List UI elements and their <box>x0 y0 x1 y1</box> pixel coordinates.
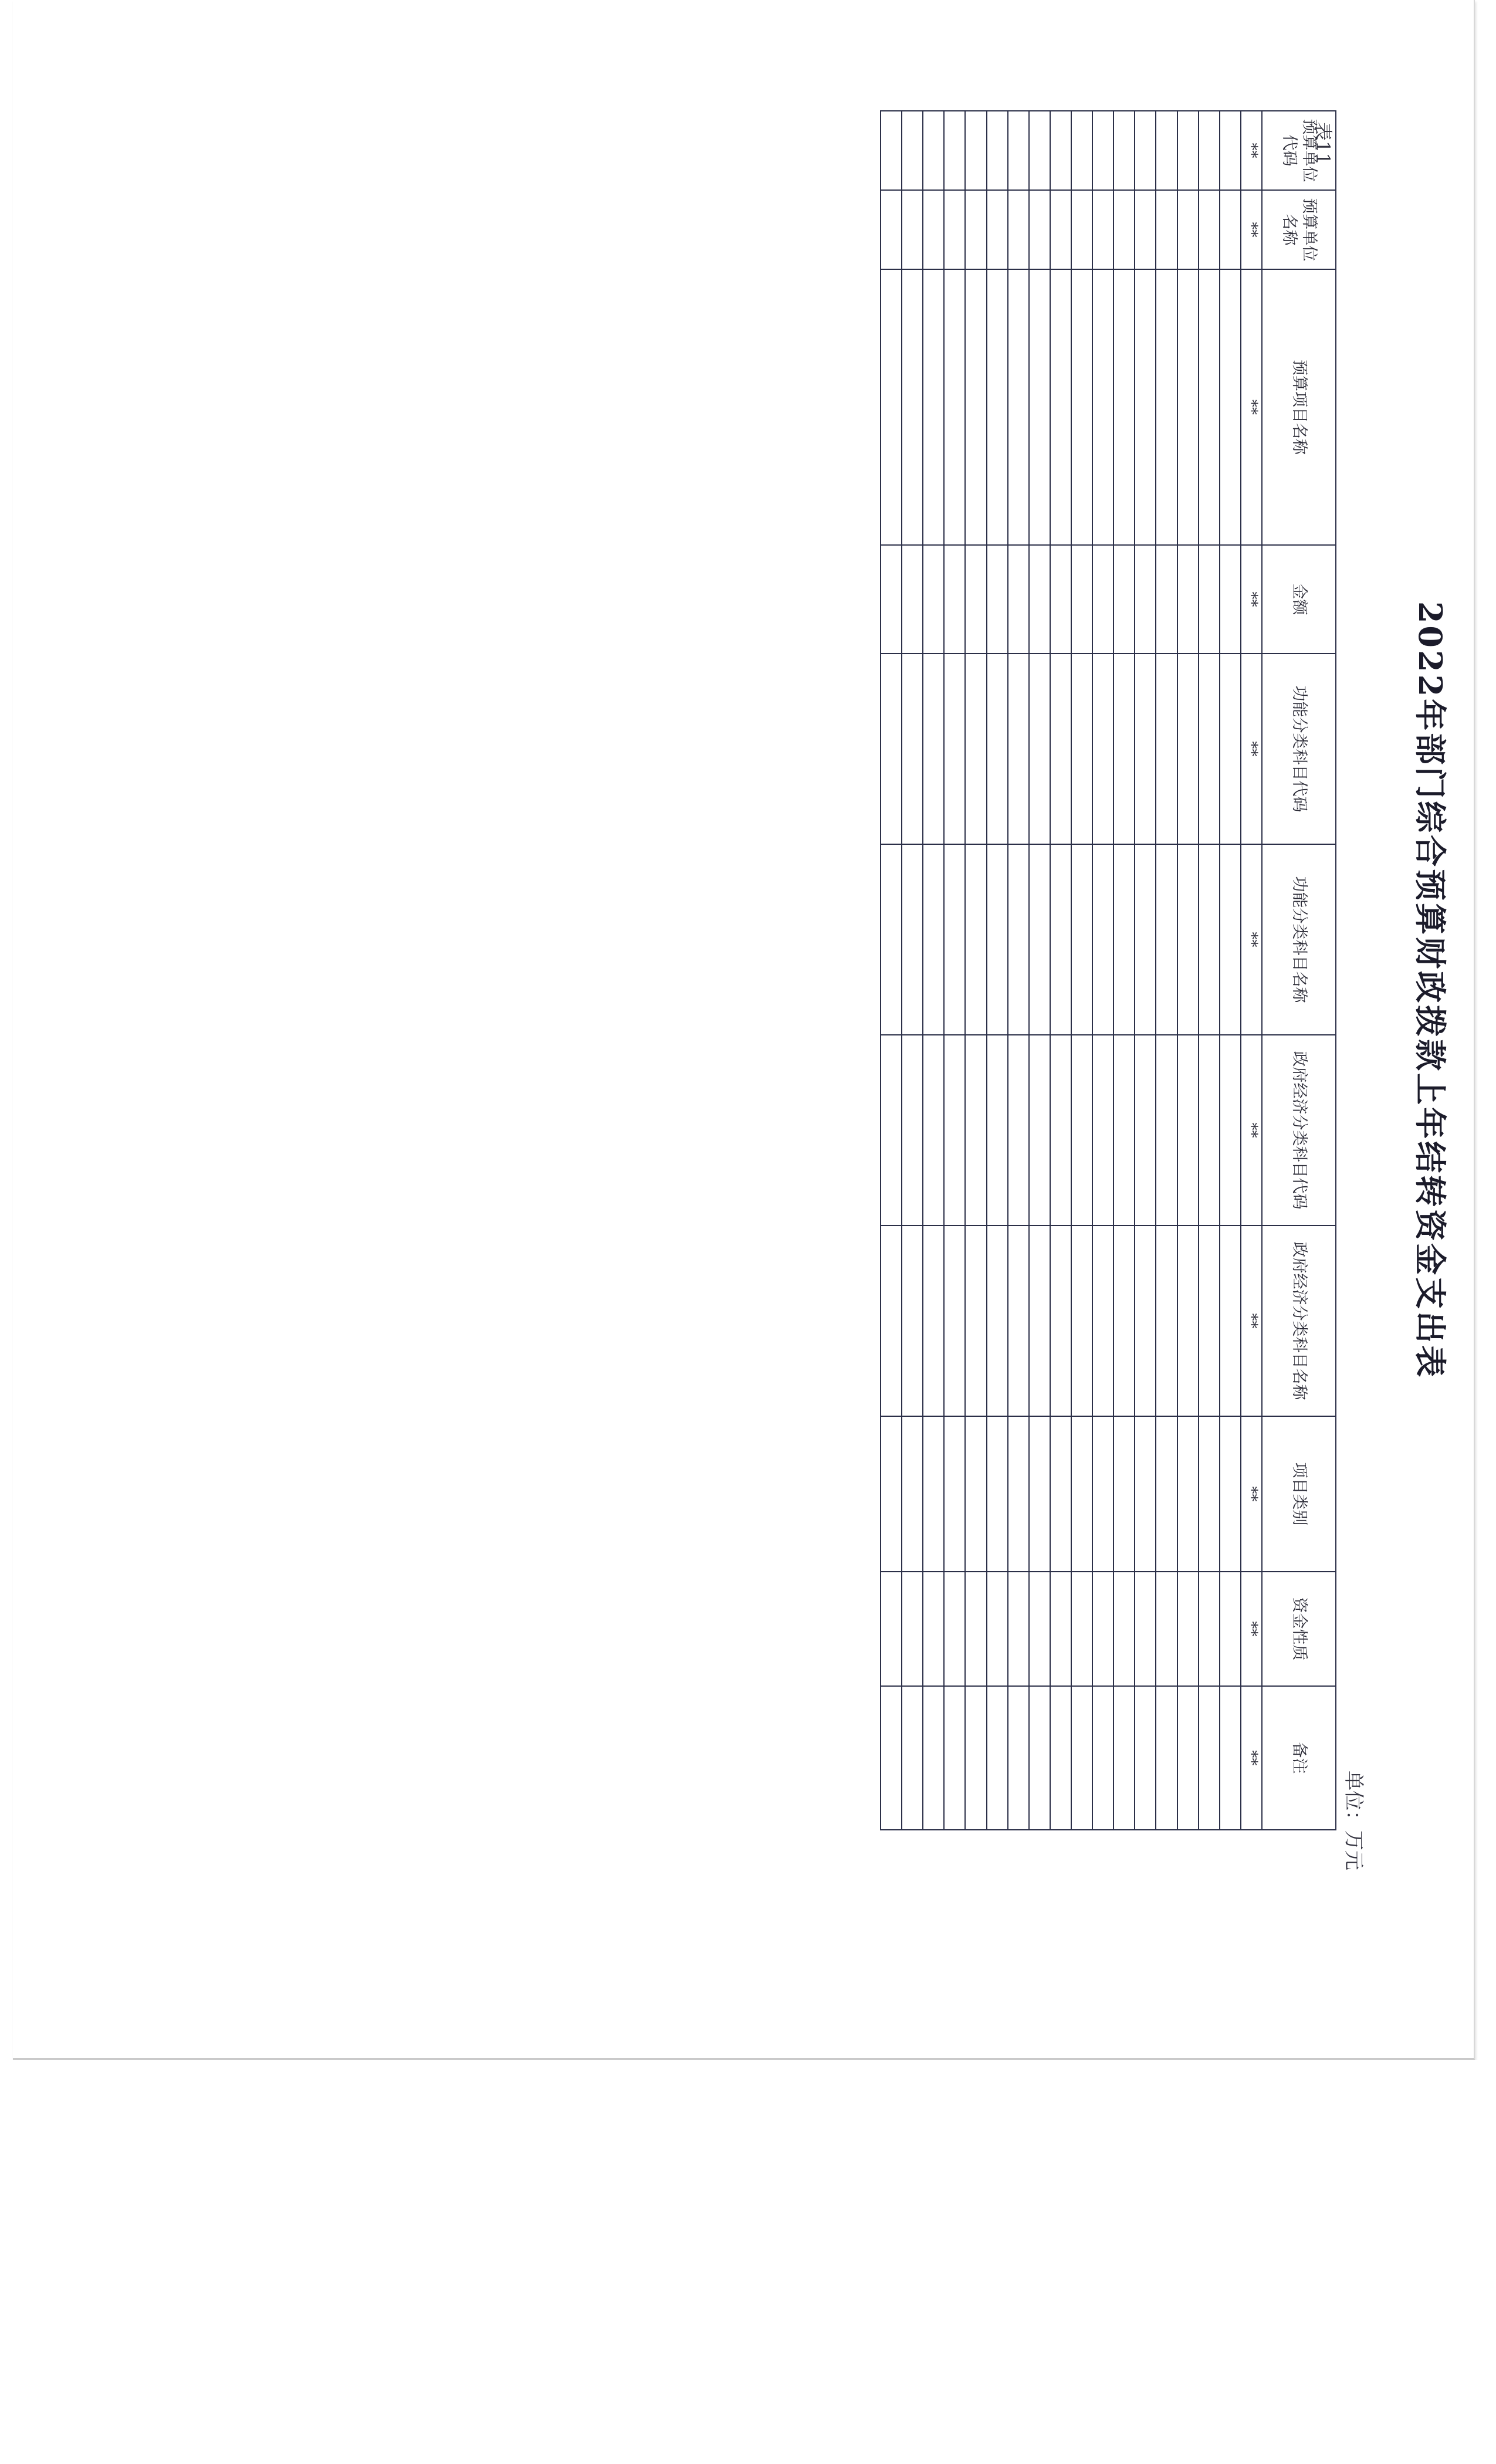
table-cell <box>1219 1035 1240 1226</box>
table-cell <box>1092 844 1113 1035</box>
table-row <box>1050 111 1071 1830</box>
table-cell <box>1007 111 1028 190</box>
table-cell <box>902 269 923 545</box>
table-cell <box>1028 190 1050 269</box>
table-cell <box>1219 111 1240 190</box>
table-cell <box>944 654 965 844</box>
table-cell <box>1198 1226 1219 1416</box>
column-header: 资金性质 <box>1262 1572 1336 1686</box>
unit-label: 单位：万元 <box>1341 1770 1365 1870</box>
table-cell <box>1113 1416 1135 1572</box>
scan-margin <box>0 2060 1496 2464</box>
table-cell <box>881 1035 902 1226</box>
table-cell <box>1135 1035 1156 1226</box>
table-cell <box>1071 1572 1092 1686</box>
table-cell <box>881 844 902 1035</box>
table-cell <box>1028 1416 1050 1572</box>
table-number: 表11 <box>1311 121 1334 165</box>
table-cell <box>923 545 944 654</box>
table-row <box>1113 111 1135 1830</box>
table-cell <box>1071 1416 1092 1572</box>
table-cell <box>1219 190 1240 269</box>
table-cell <box>965 190 986 269</box>
table-cell <box>1219 1572 1240 1686</box>
table-row <box>1007 111 1028 1830</box>
table-cell <box>1177 1416 1198 1572</box>
table-cell <box>923 1416 944 1572</box>
table-cell <box>881 654 902 844</box>
table-cell <box>944 269 965 545</box>
table-cell <box>986 111 1007 190</box>
table-cell <box>1198 654 1219 844</box>
expenditure-table <box>880 110 1336 1830</box>
table-cell: ** <box>1240 545 1261 654</box>
table-cell <box>1050 844 1071 1035</box>
table-cell <box>1028 1686 1050 1830</box>
table-cell <box>923 1226 944 1416</box>
table-cell <box>1219 269 1240 545</box>
column-header: 功能分类科目名称 <box>1262 844 1336 1035</box>
table-row <box>965 111 986 1830</box>
table-cell <box>1219 1686 1240 1830</box>
table-cell <box>1007 1226 1028 1416</box>
table-cell <box>1007 654 1028 844</box>
table-cell <box>1028 1572 1050 1686</box>
table-cell: ** <box>1240 1686 1261 1830</box>
table-cell <box>944 1686 965 1830</box>
table-cell <box>923 1035 944 1226</box>
table-cell <box>1071 844 1092 1035</box>
table-cell <box>923 269 944 545</box>
table-cell <box>881 545 902 654</box>
table-cell: ** <box>1240 1226 1261 1416</box>
table-cell <box>1156 844 1177 1035</box>
table-cell <box>1198 844 1219 1035</box>
scanned-page <box>13 0 1475 2060</box>
table-cell <box>1177 1572 1198 1686</box>
rotated-content <box>754 110 1473 1870</box>
table-cell <box>902 1572 923 1686</box>
table-cell <box>986 1416 1007 1572</box>
table-cell <box>902 1035 923 1226</box>
table-cell <box>1135 1416 1156 1572</box>
table-cell <box>1050 1572 1071 1686</box>
table-cell <box>902 1416 923 1572</box>
table-cell <box>1050 269 1071 545</box>
table-cell <box>1177 1686 1198 1830</box>
table-cell <box>1135 190 1156 269</box>
table-cell <box>1092 654 1113 844</box>
table-cell <box>1071 1686 1092 1830</box>
table-row <box>1028 111 1050 1830</box>
table-cell <box>986 190 1007 269</box>
table-cell <box>1028 1226 1050 1416</box>
table-cell <box>881 269 902 545</box>
table-cell <box>1156 190 1177 269</box>
table-cell <box>1028 269 1050 545</box>
table-cell <box>1050 545 1071 654</box>
table-cell <box>1156 111 1177 190</box>
table-row <box>923 111 944 1830</box>
table-cell <box>1177 269 1198 545</box>
table-cell <box>1071 545 1092 654</box>
table-cell <box>1177 1226 1198 1416</box>
table-cell <box>1113 1035 1135 1226</box>
table-cell <box>965 1686 986 1830</box>
table-row <box>986 111 1007 1830</box>
table-cell: ** <box>1240 1035 1261 1226</box>
table-cell <box>1092 1035 1113 1226</box>
table-cell <box>923 844 944 1035</box>
table-cell <box>1198 190 1219 269</box>
table-row <box>1219 111 1240 1830</box>
table-cell <box>1113 190 1135 269</box>
document-title: 2022年部门综合预算财政拨款上年结转资金支出表 <box>1411 601 1449 1379</box>
table-cell: ** <box>1240 269 1261 545</box>
table-cell <box>1219 844 1240 1035</box>
table-cell <box>1177 111 1198 190</box>
table-cell <box>1156 1572 1177 1686</box>
table-cell <box>902 844 923 1035</box>
table-cell <box>965 654 986 844</box>
table-cell <box>1007 1686 1028 1830</box>
table-row <box>1092 111 1113 1830</box>
table-cell <box>1113 654 1135 844</box>
column-header: 备注 <box>1262 1686 1336 1830</box>
table-cell <box>944 1226 965 1416</box>
column-header: 预算单位名称 <box>1262 190 1336 269</box>
table-cell <box>944 545 965 654</box>
table-cell: ** <box>1240 1416 1261 1572</box>
table-cell <box>1092 1686 1113 1830</box>
table-cell <box>1135 269 1156 545</box>
table-cell <box>1007 844 1028 1035</box>
table-cell <box>1135 545 1156 654</box>
table-cell <box>1092 1572 1113 1686</box>
table-cell <box>1007 269 1028 545</box>
table-cell <box>944 1416 965 1572</box>
table-cell <box>1156 1035 1177 1226</box>
table-cell <box>1198 545 1219 654</box>
table-cell <box>1050 1416 1071 1572</box>
table-cell <box>1177 190 1198 269</box>
table-cell <box>1092 545 1113 654</box>
table-cell <box>986 1035 1007 1226</box>
table-cell <box>1007 1572 1028 1686</box>
table-cell <box>1028 111 1050 190</box>
table-row <box>1156 111 1177 1830</box>
table-row <box>881 111 902 1830</box>
table-cell <box>965 1572 986 1686</box>
table-cell <box>986 1226 1007 1416</box>
table-cell <box>1135 1686 1156 1830</box>
table-cell <box>986 269 1007 545</box>
table-cell <box>1113 1572 1135 1686</box>
table-header <box>1262 111 1336 1830</box>
table-cell <box>902 654 923 844</box>
table-cell <box>965 269 986 545</box>
table-body <box>881 111 1262 1830</box>
table-cell <box>986 844 1007 1035</box>
table-cell <box>923 654 944 844</box>
table-cell <box>986 1572 1007 1686</box>
table-row <box>1198 111 1219 1830</box>
table-cell <box>944 1035 965 1226</box>
table-row <box>944 111 965 1830</box>
table-row <box>1240 111 1261 1830</box>
column-header: 功能分类科目代码 <box>1262 654 1336 844</box>
table-cell <box>965 545 986 654</box>
table-cell <box>1156 545 1177 654</box>
table-cell <box>1156 654 1177 844</box>
table-cell <box>944 190 965 269</box>
table-cell <box>902 545 923 654</box>
table-cell <box>902 1686 923 1830</box>
table-cell <box>1198 1572 1219 1686</box>
table-cell <box>1028 545 1050 654</box>
table-row <box>1071 111 1092 1830</box>
table-cell <box>986 545 1007 654</box>
table-cell <box>1198 1686 1219 1830</box>
table-cell <box>1007 190 1028 269</box>
table-cell <box>881 1226 902 1416</box>
table-cell <box>1028 654 1050 844</box>
table-cell <box>1219 1416 1240 1572</box>
table-cell <box>1092 190 1113 269</box>
table-cell <box>1092 1416 1113 1572</box>
table-cell <box>1135 1226 1156 1416</box>
table-cell <box>965 1035 986 1226</box>
table-cell <box>1198 111 1219 190</box>
header-row <box>1262 111 1336 1830</box>
table-cell <box>1135 654 1156 844</box>
table-cell <box>1050 654 1071 844</box>
table-cell <box>1135 1572 1156 1686</box>
table-cell <box>1198 1035 1219 1226</box>
table-cell <box>1050 1226 1071 1416</box>
table-cell <box>1050 1035 1071 1226</box>
table-cell <box>944 844 965 1035</box>
table-cell <box>1156 1416 1177 1572</box>
table-cell <box>1177 545 1198 654</box>
table-cell <box>965 1226 986 1416</box>
table-cell: ** <box>1240 190 1261 269</box>
table-cell <box>1092 269 1113 545</box>
table-cell <box>881 1572 902 1686</box>
table-row <box>902 111 923 1830</box>
table-cell: ** <box>1240 654 1261 844</box>
table-cell <box>1028 1035 1050 1226</box>
table-cell <box>986 654 1007 844</box>
table-cell <box>986 1686 1007 1830</box>
table-cell <box>1177 844 1198 1035</box>
table-cell <box>965 844 986 1035</box>
table-cell <box>923 111 944 190</box>
table-cell <box>902 190 923 269</box>
table-cell: ** <box>1240 111 1261 190</box>
table-cell <box>1219 545 1240 654</box>
table-cell <box>965 1416 986 1572</box>
table-cell <box>1050 111 1071 190</box>
table-cell <box>1007 1416 1028 1572</box>
table-cell <box>1071 654 1092 844</box>
table-cell <box>1113 111 1135 190</box>
table-cell <box>1219 654 1240 844</box>
table-cell <box>1156 1226 1177 1416</box>
table-cell: ** <box>1240 844 1261 1035</box>
column-header: 预算项目名称 <box>1262 269 1336 545</box>
table-cell <box>1071 1226 1092 1416</box>
table-cell <box>1113 1226 1135 1416</box>
table-cell <box>1071 269 1092 545</box>
table-cell <box>1050 1686 1071 1830</box>
table-cell <box>1156 1686 1177 1830</box>
table-cell <box>1071 111 1092 190</box>
table-cell <box>1135 844 1156 1035</box>
table-cell <box>944 111 965 190</box>
table-cell <box>923 1686 944 1830</box>
table-cell <box>1113 844 1135 1035</box>
table-cell <box>1177 1035 1198 1226</box>
table-cell <box>881 1416 902 1572</box>
table-cell <box>1198 1416 1219 1572</box>
table-cell <box>1071 1035 1092 1226</box>
column-header: 金额 <box>1262 545 1336 654</box>
column-header: 项目类别 <box>1262 1416 1336 1572</box>
table-cell <box>923 190 944 269</box>
table-cell <box>902 1226 923 1416</box>
table-cell <box>881 190 902 269</box>
table-cell <box>1050 190 1071 269</box>
table-cell <box>1177 654 1198 844</box>
table-row <box>1177 111 1198 1830</box>
table-cell <box>1028 844 1050 1035</box>
column-header: 预算单位代码 <box>1262 111 1336 190</box>
table-cell <box>1219 1226 1240 1416</box>
table-cell <box>902 111 923 190</box>
table-cell <box>881 1686 902 1830</box>
table-cell <box>1092 111 1113 190</box>
table-cell <box>1113 1686 1135 1830</box>
table-cell <box>1113 545 1135 654</box>
table-row <box>1135 111 1156 1830</box>
table-cell <box>1007 1035 1028 1226</box>
table-cell: ** <box>1240 1572 1261 1686</box>
table-cell <box>881 111 902 190</box>
table-cell <box>1007 545 1028 654</box>
table-cell <box>1156 269 1177 545</box>
table-cell <box>1198 269 1219 545</box>
table-cell <box>1071 190 1092 269</box>
column-header: 政府经济分类科目代码 <box>1262 1035 1336 1226</box>
table-cell <box>1092 1226 1113 1416</box>
table-cell <box>923 1572 944 1686</box>
column-header: 政府经济分类科目名称 <box>1262 1226 1336 1416</box>
table-cell <box>944 1572 965 1686</box>
table-cell <box>1135 111 1156 190</box>
table-cell <box>1113 269 1135 545</box>
table-cell <box>965 111 986 190</box>
